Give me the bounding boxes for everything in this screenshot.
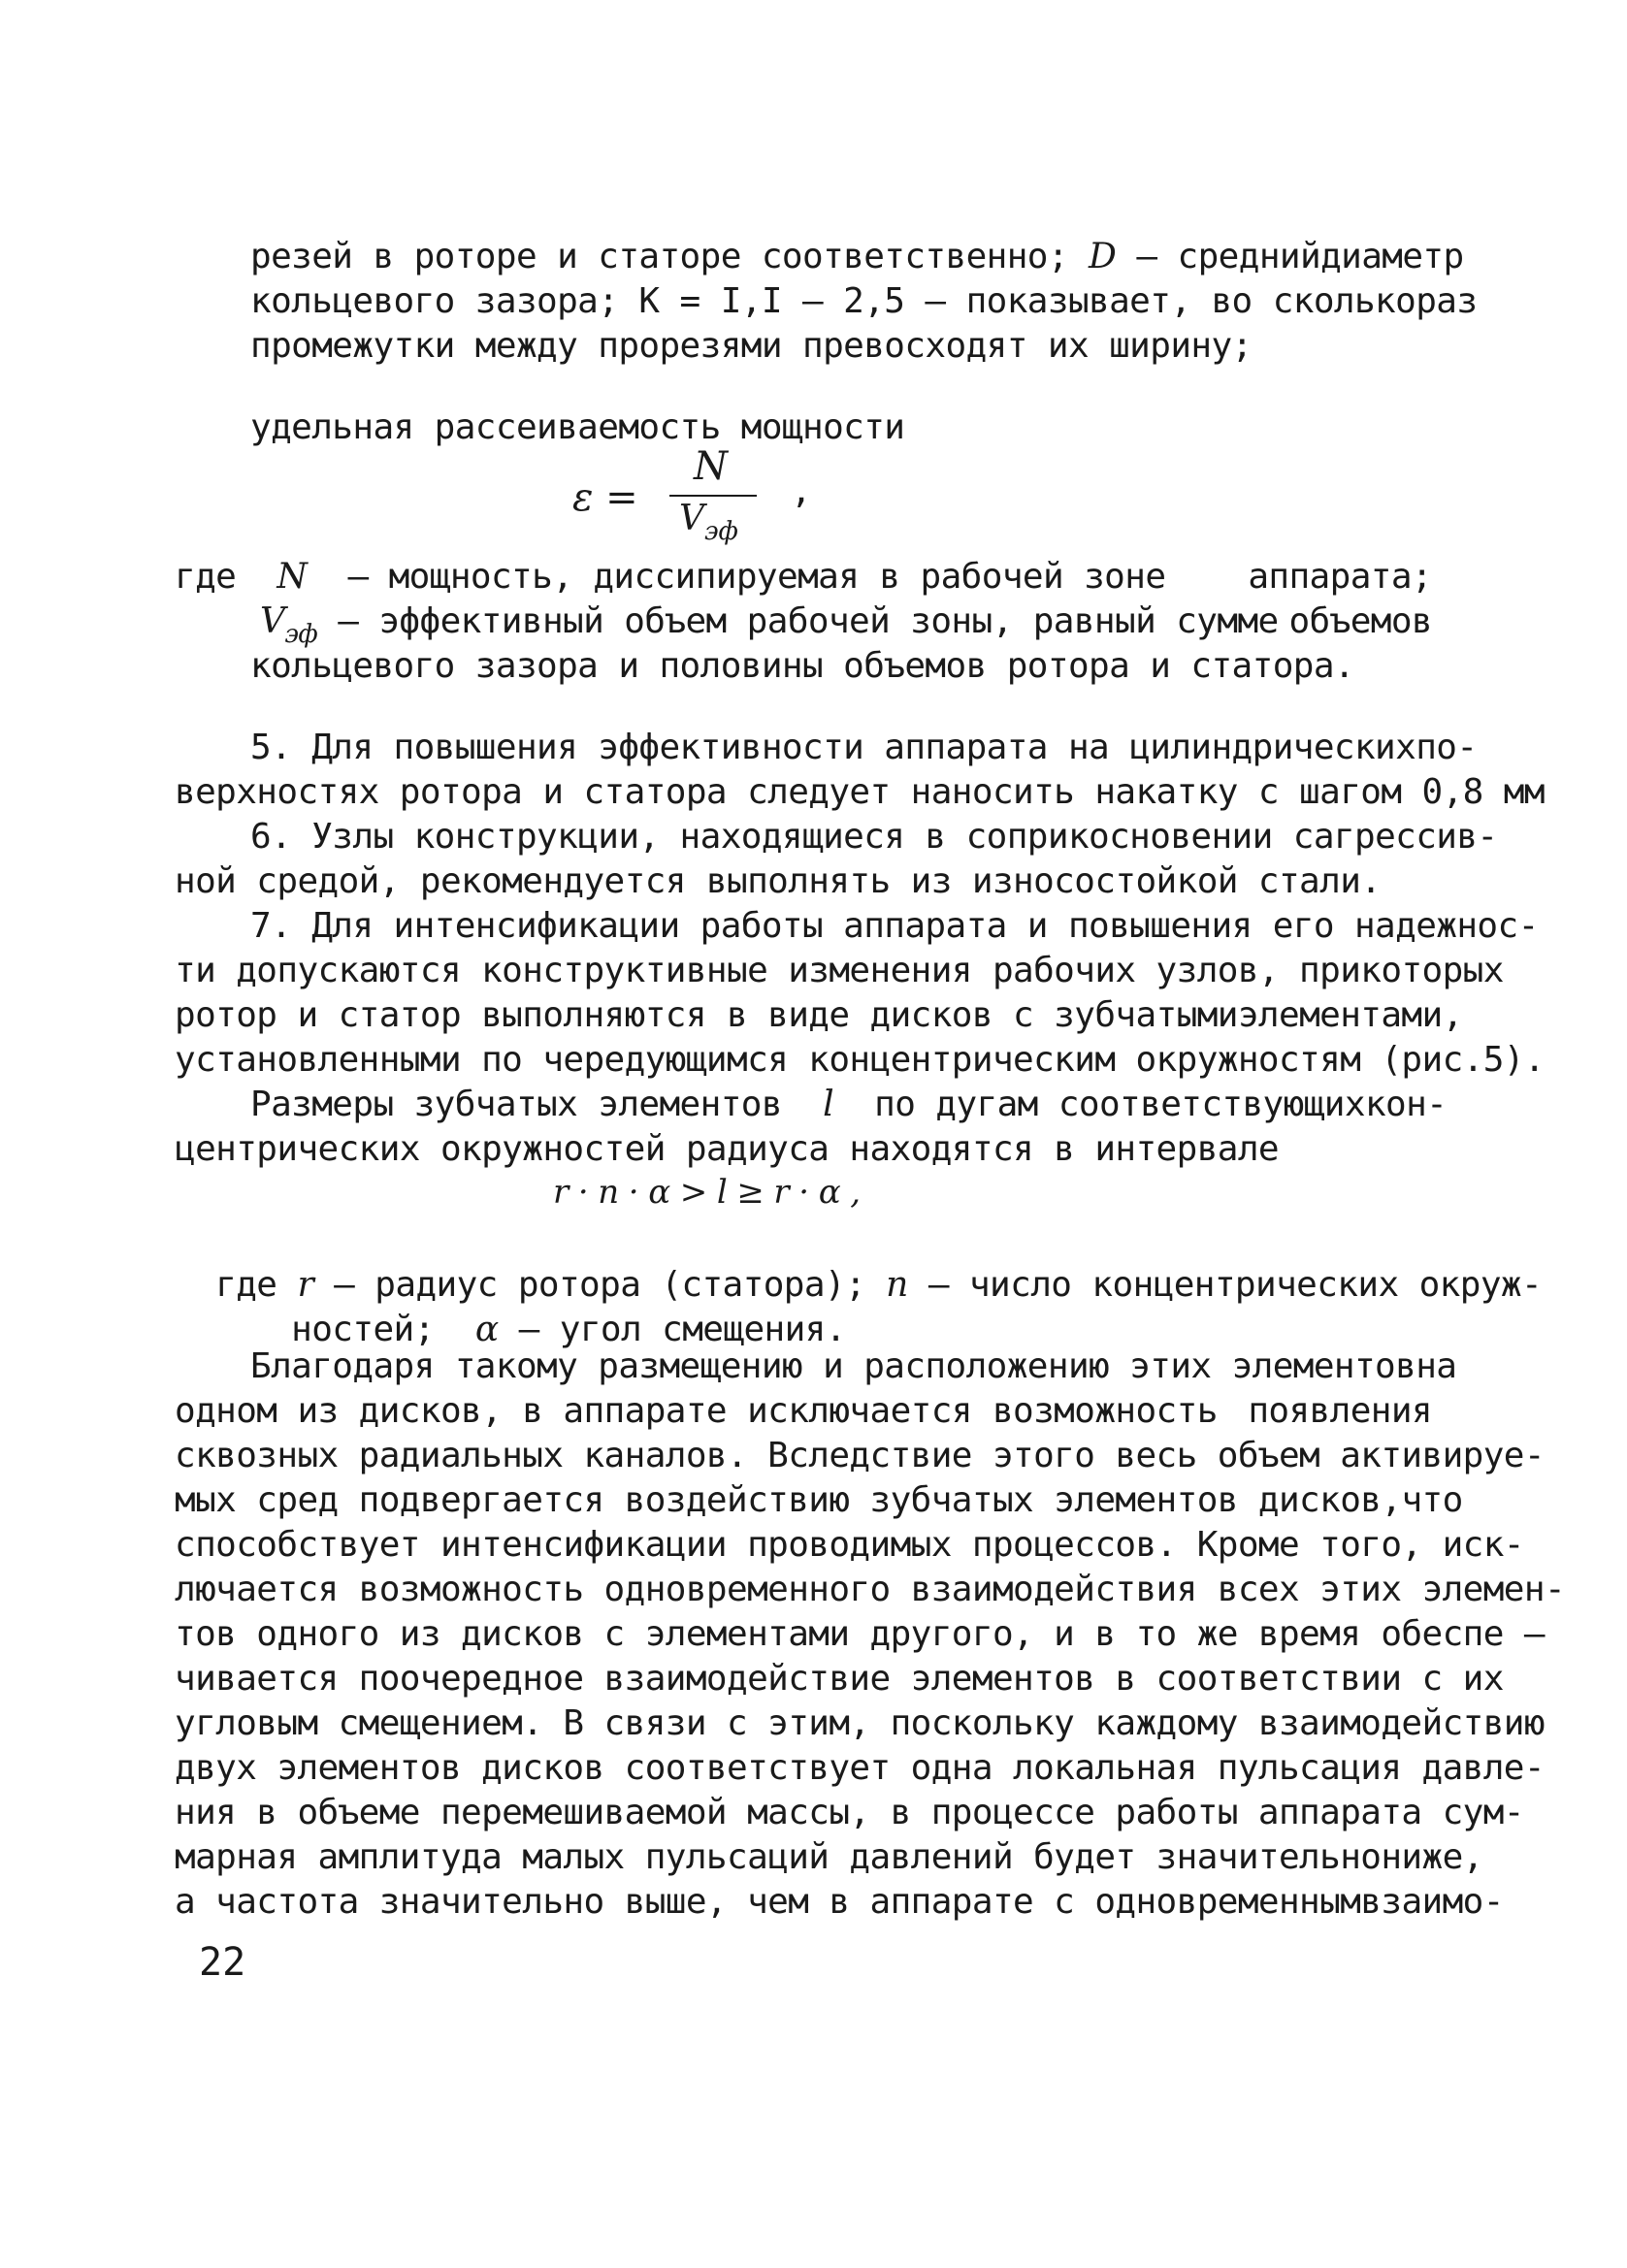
text-line: ностей; α – угол смещения. (291, 1310, 846, 1349)
text-line: одном из дисков, в аппарате исключается возможность появления (175, 1391, 1432, 1431)
symbol-l: l (823, 1085, 833, 1124)
text-line: где N – мощность, диссипируемая в рабочей зоне аппарата; (175, 557, 1432, 597)
text-line: Размеры зубчатых элементов l по дугам соответствующих кон- (250, 1085, 1448, 1124)
text-line: $V_{эф}$ – эффективный объем рабочей зоны, равный сумме объемов (260, 601, 1432, 649)
text-line: лючается возможность одновременного взаимодействия всех этих элемен- (175, 1570, 1566, 1609)
text-line: 7. Для интенсификации работы аппарата и повышения его надежнос- (250, 906, 1539, 946)
symbol-V: V (260, 601, 285, 641)
text-line: удельная рассеиваемость мощности (250, 407, 905, 447)
text-line: 5. Для повышения эффективности аппарата на цилиндрических по- (250, 728, 1478, 767)
text-line: кольцевого зазора; К = I,I – 2,5 – показывает, во сколько раз (250, 281, 1478, 321)
text-line: ротор и статор выполняются в виде дисков с зубчатыми элементами, (175, 995, 1463, 1035)
text-line: где r – радиус ротора (статора); n – число концентрических окруж- (215, 1265, 1543, 1305)
text-line: тов одного из дисков с элементами другого, и в то же время обеспе – (175, 1614, 1545, 1654)
symbol-D: D (1089, 237, 1117, 276)
text-line: кольцевого зазора и половины объемов ротора и статора. (250, 646, 1354, 686)
text-line: способствует интенсификации проводимых процессов. Кроме того, иск- (175, 1525, 1524, 1565)
symbol-n: n (886, 1265, 908, 1305)
formula-tail: , (791, 471, 812, 511)
formula-epsilon (572, 446, 825, 553)
text-line: установленными по чередующимся концентрическим окружностям (рис.5). (175, 1040, 1545, 1080)
text-line: сквозных радиальных каналов. Вследствие этого весь объем активируе- (175, 1436, 1545, 1475)
text-line: Благодаря такому размещению и расположению этих элементов на (250, 1346, 1457, 1386)
text-line: а частота значительно выше, чем в аппарате с одновременным взаимо- (175, 1882, 1504, 1922)
formula-denominator: V (679, 499, 704, 538)
text-line: двух элементов дисков соответствует одна локальная пульсация давле- (175, 1748, 1545, 1788)
text-line: верхностях ротора и статора следует наносить накатку с шагом 0,8 мм (175, 772, 1545, 812)
symbol-N: N (277, 557, 308, 597)
fraction-bar (669, 495, 757, 497)
text-line: ния в объеме перемешиваемой массы, в процессе работы аппарата сум- (175, 1793, 1524, 1832)
symbol-alpha: α (474, 1310, 499, 1349)
text-line: марная амплитуда малых пульсаций давлений будет значительно ниже, (175, 1837, 1483, 1877)
formula-denominator-sub: эф (704, 517, 738, 546)
text-line: ной средой, рекомендуется выполнять из износостойкой стали. (175, 861, 1382, 901)
text-line: промежутки между прорезями превосходят их ширину; (250, 326, 1253, 366)
page-number: 22 (199, 1940, 246, 1985)
text-line: 6. Узлы конструкции, находящиеся в соприкосновении с агрессив- (250, 817, 1498, 857)
formula-interval: r · n · α > l ≥ r · α , (553, 1173, 861, 1212)
text-line: ти допускаются конструктивные изменения рабочих узлов, при которых (175, 951, 1504, 990)
formula-lhs: ε = (572, 475, 638, 520)
text-line: чивается поочередное взаимодействие элементов в соответствии с их (175, 1659, 1504, 1699)
text-line: центрических окружностей радиуса находятся в интервале (175, 1129, 1279, 1169)
symbol-r: r (297, 1265, 314, 1305)
text-line: угловым смещением. В связи с этим, поскольку каждому взаимодействию (175, 1703, 1545, 1743)
formula-numerator: N (694, 444, 728, 489)
text-line: резей в роторе и статоре соответственно; D – средний диаметр (250, 237, 1464, 276)
text-line: мых сред подвергается воздействию зубчатых элементов дисков, что (175, 1480, 1463, 1520)
